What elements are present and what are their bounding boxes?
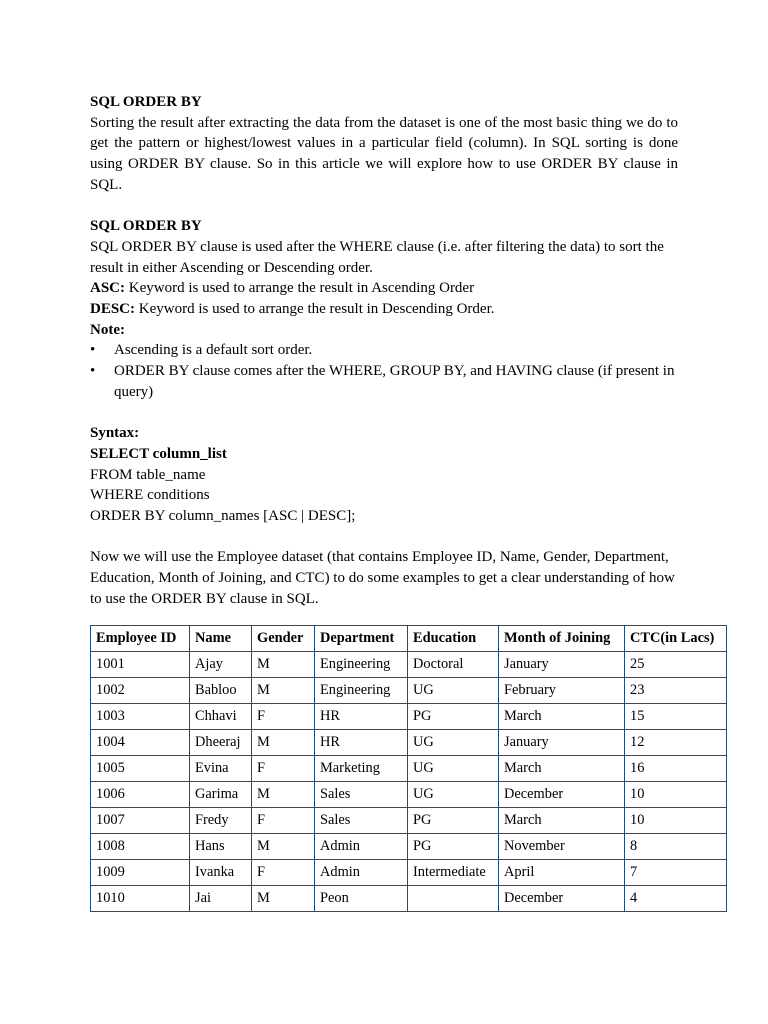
table-cell: UG <box>408 678 499 704</box>
table-cell: Evina <box>190 756 252 782</box>
table-cell: 1004 <box>91 730 190 756</box>
table-cell: F <box>252 704 315 730</box>
spacer <box>90 527 678 548</box>
dataset-intro-paragraph: Now we will use the Employee dataset (that contains Employee ID, Name, Gender, Department, Education, Month of Joining, and CTC) to do some examples to get a clear understanding of how to use the ORDER BY clause in SQL. <box>90 549 675 607</box>
table-cell: 8 <box>625 834 727 860</box>
table-cell: Ivanka <box>190 860 252 886</box>
syntax-label: Syntax: <box>90 425 140 442</box>
intro-paragraph: Sorting the result after extracting the data from the dataset is one of the most basic thing we do to get the pattern or highest/lowest values in a particular field (column). In SQL sorting is done using ORDER BY clause. So in this article we will explore how to use ORDER BY clause in SQL. <box>90 114 678 193</box>
table-row <box>91 886 727 912</box>
column-header: Education <box>408 626 499 652</box>
column-header: Month of Joining <box>499 626 625 652</box>
intro-heading: SQL ORDER BY <box>90 94 202 110</box>
column-header: CTC(in Lacs) <box>625 626 727 652</box>
table-cell: 1002 <box>91 678 190 704</box>
table-cell: M <box>252 834 315 860</box>
table-row <box>91 652 727 678</box>
list-item-text: ORDER BY clause comes after the WHERE, GROUP BY, and HAVING clause (if present in query) <box>114 363 675 400</box>
asc-label: ASC: <box>90 280 126 297</box>
table-cell: March <box>499 756 625 782</box>
table-cell: M <box>252 730 315 756</box>
table-cell: Jai <box>190 886 252 912</box>
bullet-icon: • <box>90 363 96 380</box>
spacer <box>90 403 678 424</box>
list-item-text: Ascending is a default sort order. <box>114 342 313 359</box>
table-cell: F <box>252 808 315 834</box>
table-row <box>91 678 727 704</box>
list-item <box>90 340 678 361</box>
table-cell: M <box>252 886 315 912</box>
table-row <box>91 730 727 756</box>
section-paragraph: SQL ORDER BY clause is used after the WHERE clause (i.e. after filtering the data) to sort the result in either Ascending or Descending order. <box>90 238 664 276</box>
table-cell: PG <box>408 834 499 860</box>
column-header: Employee ID <box>91 626 190 652</box>
table-cell: Admin <box>315 860 408 886</box>
table-row <box>91 782 727 808</box>
table-cell: Chhavi <box>190 704 252 730</box>
table-cell: PG <box>408 704 499 730</box>
list-item <box>90 361 678 402</box>
table-row <box>91 756 727 782</box>
table-cell: November <box>499 834 625 860</box>
table-cell: F <box>252 756 315 782</box>
table-cell: 1005 <box>91 756 190 782</box>
table-cell: 4 <box>625 886 727 912</box>
desc-text: Keyword is used to arrange the result in Descending Order. <box>135 301 495 318</box>
table-cell: F <box>252 860 315 886</box>
table-cell: 12 <box>625 730 727 756</box>
table-cell: January <box>499 652 625 678</box>
table-cell: 1001 <box>91 652 190 678</box>
section-heading: SQL ORDER BY <box>90 218 202 235</box>
table-cell: Babloo <box>190 678 252 704</box>
table-cell: March <box>499 704 625 730</box>
table-cell <box>408 886 499 912</box>
table-cell: HR <box>315 730 408 756</box>
table-cell: Engineering <box>315 652 408 678</box>
table-cell: Sales <box>315 782 408 808</box>
table-cell: Admin <box>315 834 408 860</box>
table-cell: 10 <box>625 782 727 808</box>
desc-label: DESC: <box>90 301 136 318</box>
table-cell: UG <box>408 782 499 808</box>
table-cell: December <box>499 886 625 912</box>
spacer <box>90 196 678 217</box>
syntax-where-line: WHERE conditions <box>90 487 210 504</box>
column-header: Gender <box>252 626 315 652</box>
table-cell: Marketing <box>315 756 408 782</box>
table-cell: 1010 <box>91 886 190 912</box>
employee-table <box>90 625 727 912</box>
table-cell: February <box>499 678 625 704</box>
syntax-select-line: SELECT column_list <box>90 445 227 462</box>
table-cell: 16 <box>625 756 727 782</box>
table-cell: Peon <box>315 886 408 912</box>
table-cell: Hans <box>190 834 252 860</box>
table-cell: Ajay <box>190 652 252 678</box>
table-cell: UG <box>408 730 499 756</box>
table-cell: 1009 <box>91 860 190 886</box>
bullet-icon: • <box>90 342 96 359</box>
table-cell: Garima <box>190 782 252 808</box>
syntax-order-line: ORDER BY column_names [ASC | DESC]; <box>90 508 356 525</box>
table-cell: 25 <box>625 652 727 678</box>
note-label: Note: <box>90 321 125 338</box>
table-row <box>91 860 727 886</box>
document-page <box>90 92 678 610</box>
column-header: Department <box>315 626 408 652</box>
table-cell: M <box>252 652 315 678</box>
syntax-from-line: FROM table_name <box>90 466 206 483</box>
table-cell: M <box>252 782 315 808</box>
table-cell: 1007 <box>91 808 190 834</box>
note-list <box>90 340 678 402</box>
table-header-row <box>91 626 727 652</box>
table-cell: December <box>499 782 625 808</box>
table-cell: UG <box>408 756 499 782</box>
table-cell: Dheeraj <box>190 730 252 756</box>
table-cell: Doctoral <box>408 652 499 678</box>
table-cell: HR <box>315 704 408 730</box>
table-cell: March <box>499 808 625 834</box>
table-cell: 1003 <box>91 704 190 730</box>
table-row <box>91 704 727 730</box>
table-cell: PG <box>408 808 499 834</box>
table-cell: 10 <box>625 808 727 834</box>
table-row <box>91 808 727 834</box>
table-row <box>91 834 727 860</box>
asc-line <box>90 278 678 299</box>
column-header: Name <box>190 626 252 652</box>
table-cell: January <box>499 730 625 756</box>
table-cell: M <box>252 678 315 704</box>
table-cell: 7 <box>625 860 727 886</box>
table-cell: 1008 <box>91 834 190 860</box>
table-cell: Sales <box>315 808 408 834</box>
table-cell: 1006 <box>91 782 190 808</box>
asc-text: Keyword is used to arrange the result in Ascending Order <box>125 280 475 297</box>
table-cell: 15 <box>625 704 727 730</box>
table-cell: 23 <box>625 678 727 704</box>
table-cell: Intermediate <box>408 860 499 886</box>
table-cell: Fredy <box>190 808 252 834</box>
table-cell: April <box>499 860 625 886</box>
desc-line <box>90 299 678 320</box>
table-cell: Engineering <box>315 678 408 704</box>
